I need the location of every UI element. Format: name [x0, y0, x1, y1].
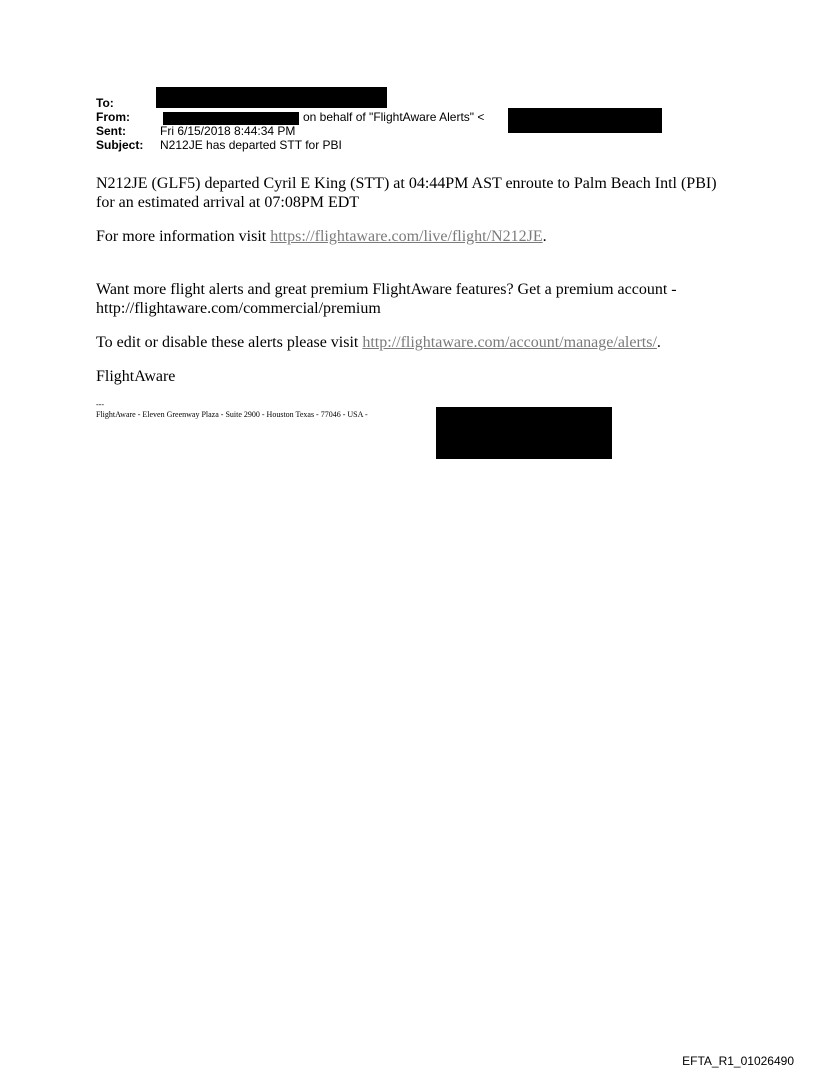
more-info-text: For more information visit — [96, 228, 271, 245]
premium-paragraph: Want more flight alerts and great premium FlightAware features? Get a premium account - http://flightaware.com/commercial/premium — [96, 281, 677, 317]
sent-label: Sent: — [96, 124, 126, 138]
more-info-period: . — [542, 228, 547, 245]
to-label: To: — [96, 96, 114, 110]
footer-separator: --- — [96, 400, 104, 409]
footer-address: FlightAware - Eleven Greenway Plaza - Suite 2900 - Houston Texas - 77046 - USA - — [96, 410, 368, 419]
subject-value: N212JE has departed STT for PBI — [160, 138, 342, 152]
from-label: From: — [96, 110, 130, 124]
redaction-to — [156, 87, 387, 108]
edit-alerts-text: To edit or disable these alerts please visit — [96, 334, 363, 351]
spacer — [96, 261, 736, 280]
edit-alerts-paragraph — [96, 333, 736, 352]
from-value: on behalf of "FlightAware Alerts" < — [303, 110, 485, 124]
flight-tracking-link[interactable]: https://flightaware.com/live/flight/N212JE — [270, 228, 543, 245]
redaction-from-email — [508, 108, 662, 133]
edit-alerts-period: . — [656, 334, 661, 351]
subject-label: Subject: — [96, 138, 144, 152]
more-info-paragraph — [96, 227, 736, 246]
departure-paragraph: N212JE (GLF5) departed Cyril E King (STT) at 04:44PM AST enroute to Palm Beach Intl (PBI) for an estimated arrival at 07:08PM EDT — [96, 175, 717, 211]
email-footer — [96, 400, 368, 420]
redaction-footer — [436, 407, 612, 459]
email-body — [96, 174, 736, 401]
document-id: EFTA_R1_01026490 — [682, 1054, 794, 1068]
sent-value: Fri 6/15/2018 8:44:34 PM — [160, 124, 296, 138]
manage-alerts-link[interactable]: http://flightaware.com/account/manage/alerts/ — [362, 334, 657, 351]
signature: FlightAware — [96, 368, 176, 385]
